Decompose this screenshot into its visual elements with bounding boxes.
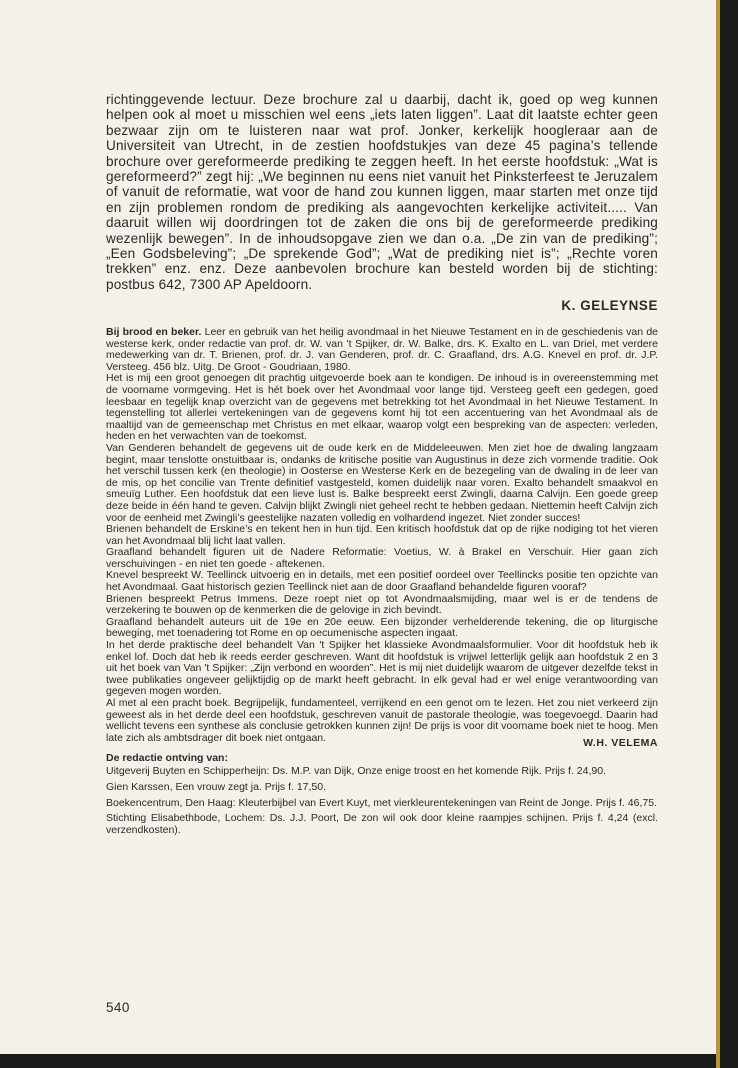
review-title: Bij brood en beker.	[106, 326, 202, 338]
review-bibliography-text: Leer en gebruik van het heilig avondmaal in het Nieuwe Testament en in de geschiedenis van de westerse kerk, onder redactie van prof. dr. W. van 't Spijker, dr. W. Balke, drs. K. Exalto en L. van Driel, met verdere medewerking van dr. T. Brienen, prof. dr. J. van Genderen, prof. dr. C. Graafland, drs. A.G. Knevel en prof. dr. J.P. Versteeg. 456 blz. Uitg. De Groot - Goudriaan, 1980.	[106, 326, 658, 373]
received-entry: Boekencentrum, Den Haag: Kleuterbijbel van Evert Kuyt, met vierkleurentekeningen van Reint de Jonge. Prijs f. 46,75.	[106, 796, 657, 809]
page-number: 540	[106, 1000, 130, 1015]
intro-section	[106, 92, 658, 313]
page-edge	[716, 0, 720, 1068]
received-entry: Stichting Elisabethbode, Lochem: Ds. J.J. Poort, De zon wil ook door kleine raampjes schijnen. Prijs f. 4,24 (excl. verzendkosten).	[106, 812, 658, 836]
review-paragraph: Het is mij een groot genoegen dit prachtig uitgevoerde boek aan te kondigen. De inhoud is in overeenstemming met de voorname vormgeving. Het is hét boek over het Avondmaal voor lange tijd. Versteeg geeft een gedegen, goed leesbaar en tegelijk knap overzicht van de gegevens met betrekking tot het Avondmaal in het Nieuwe Testament. In tegenstelling tot allerlei vertekeningen van de gegevens komt hij tot een accentuering van het Avondmaal als de maaltijd van de gemeenschap met Christus en met elkaar, waarop volgt een bespreking van de aspecten: verleden, heden en het verwachten van de toekomst.	[106, 372, 658, 443]
review-bibliography	[106, 327, 658, 373]
review-paragraph: Brienen bespreekt Petrus Immens. Deze roept niet op tot Avondmaalsmijding, maar wel is er de tendens de verzekering te bouwen op de kenmerken die de gelovige in zich bevindt.	[106, 592, 658, 617]
review-section	[106, 327, 658, 840]
intro-signature: K. GELEYNSE	[561, 298, 658, 314]
review-paragraph: Graafland behandelt figuren uit de Nadere Reformatie: Voetius, W. à Brakel en Verschuir. Hier gaan zich verschuivingen - en niet ten goede - aftekenen.	[106, 546, 658, 570]
review-paragraph: Knevel bespreekt W. Teellinck uitvoerig en in details, met een positief oordeel over Teellincks positie ten opzichte van het Avondmaal. Gaat historisch gezien Teellinck niet aan de door Graafland behandelde figuren vooraf?	[106, 569, 658, 594]
received-entry: Uitgeverij Buyten en Schipperheijn: Ds. M.P. van Dijk, Onze enige troost en het komende Rijk. Prijs f. 24,90.	[106, 765, 606, 778]
review-paragraph: In het derde praktische deel behandelt Van 't Spijker het klassieke Avondmaalsformulier. Voor dit hoofdstuk heb ik enkel lof. Doch dat heb ik reeds eerder geschreven. Want dit hoofdstuk is vrijwel letterlijk gelijk aan hoofdstuk 2 en 3 uit het boek van Van 't Spijker: „Zijn verbond en woorden”. Het is mij niet duidelijk waarom de uitgever dezelfde tekst in twee publikaties ongeveer gelijktijdig op de markt heeft gebracht. In elk geval had er wel enige verantwoording van gegeven mogen worden.	[106, 639, 658, 698]
received-entry: Gien Karssen, Een vrouw zegt ja. Prijs f. 17,50.	[106, 780, 327, 793]
received-heading: De redactie ontving van:	[106, 752, 228, 765]
review-signature: W.H. VELEMA	[583, 737, 658, 750]
intro-paragraph: richtinggevende lectuur. Deze brochure zal u daarbij, dacht ik, goed op weg kunnen helpen ook al moet u misschien wel eens „iets laten liggen”. Laat dit laatste echter geen bezwaar zijn om te luisteren naar wat prof. Jonker, kerkelijk hoogleraar aan de Universiteit van Utrecht, in de zestien hoofdstukjes van deze 45 pagina’s tellende brochure over gereformeerde prediking te zeggen heeft. In het eerste hoofdstuk: „Wat is gereformeerd?” zegt hij: „We beginnen nu eens niet vanuit het Pinksterfeest te Jeruzalem of vanuit de reformatie, wat voor de hand zou kunnen liggen, maar starten met onze tijd en zijn problemen rondom de prediking als aangevochten kerkelijke activiteit..... Van daaruit willen wij doordringen tot de zaken die ons bij de gereformeerde prediking wezenlijk bewegen”. In de inhoudsopgave zien we dan o.a. „De zin van de prediking”; „Een Godsbeleving”; „De sprekende God”; „Wat de prediking niet is”; „Rechte voren trekken” enz. enz. Deze aanbevolen brochure kan besteld worden bij de stichting: postbus 642, 7300 AP Apeldoorn.	[106, 92, 658, 292]
review-paragraph: Graafland behandelt auteurs uit de 19e en 20e eeuw. Een bijzonder verhelderende tekening, die op liturgische beweging, met toenadering tot Rome en op oecumenische aspecten ingaat.	[106, 615, 658, 640]
review-paragraph: Brienen behandelt de Erskine’s en tekent hen in hun tijd. Een kritisch hoofdstuk dat op de rijke nodiging tot het vieren van het Avondmaal blij licht laat vallen.	[106, 523, 658, 547]
review-paragraph: Al met al een pracht boek. Begrijpelijk, fundamenteel, verrijkend en een genot om te lezen. Het zou niet verkeerd zijn geweest als in het derde deel een hoofdstuk, geschreven vanuit de pastorale theologie, was toegevoegd. Daarin had wellicht tevens een synthese als conclusie getrokken kunnen zijn! De prijs is voor dit voorname boek niet te hoog. Men late zich als ambtsdrager dit boek niet ontgaan.	[106, 697, 658, 744]
review-paragraph: Van Genderen behandelt de gegevens uit de oude kerk en de Middeleeuwen. Men ziet hoe de dwaling langzaam begint, maar tenslotte onstuitbaar is, ondanks de kritische positie van Augustinus in deze zich vormende traditie. Ook het verschil tussen kerk (en theologie) in Oosterse en Westerse Kerk en de bezegeling van de dwaling in de leer van de mis, op het concilie van Trente definitief vastgesteld, komen duidelijk naar voren. Exalto behandelt smaakvol en smeuïg Luther. Een hoofdstuk dat een lieve lust is. Balke bespreekt eerst Zwingli, daarna Calvijn. Een goede greep deze beide in één hand te geven. Calvijn blijkt Zwingli niet geheel recht te hebben gedaan. Niettemin heeft Calvijn zich voor de eenheid met Zwingli’s geestelijke nazaten volledig en volhardend ingezet. Niet zonder succes!	[106, 441, 658, 524]
